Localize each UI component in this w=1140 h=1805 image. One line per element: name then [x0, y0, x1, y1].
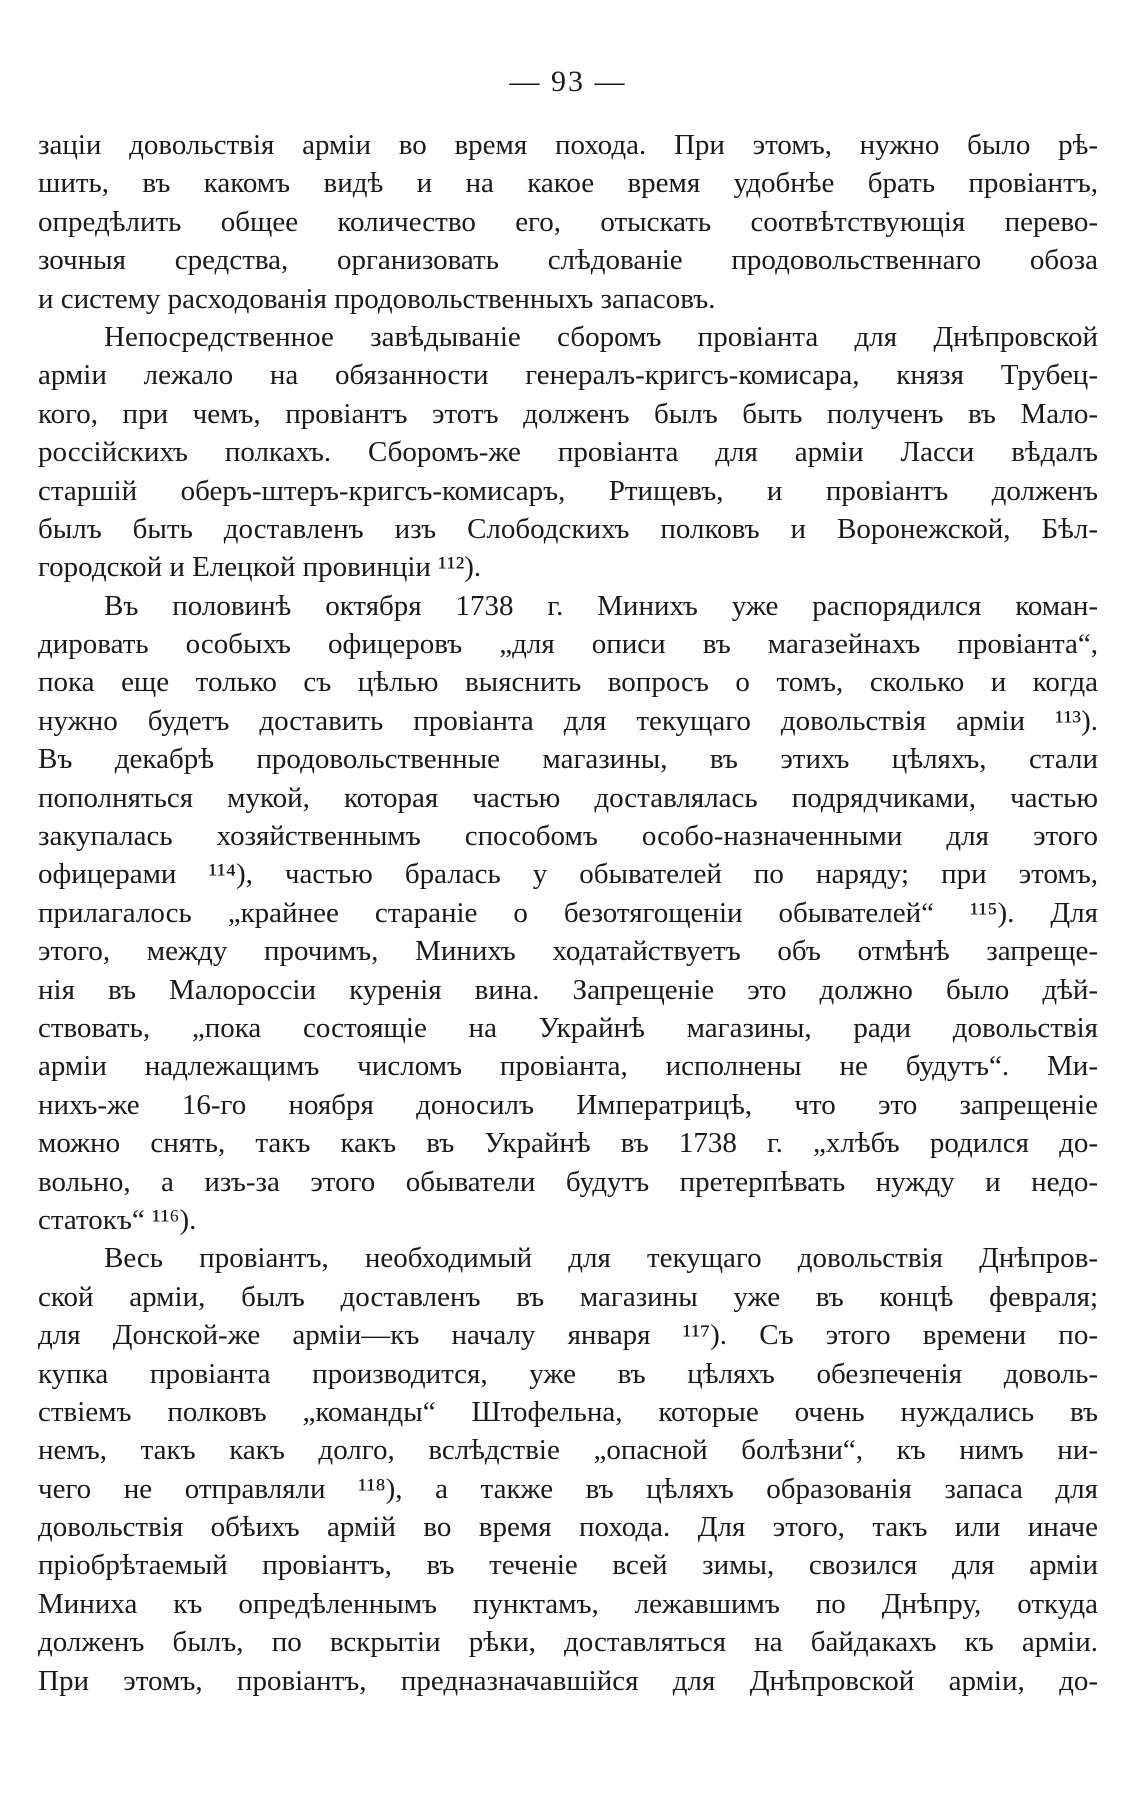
text-line: дировать особыхъ офицеровъ „для описи въ магазейнахъ провіанта“,	[38, 628, 1098, 661]
text-line: Миниха къ опредѣленнымъ пунктамъ, лежавшимъ по Днѣпру, откуда	[38, 1587, 1098, 1620]
paragraph-3	[38, 587, 1098, 1240]
page-number: — 93 —	[509, 65, 627, 98]
text-line: прилагалось „крайнее стараніе о безотягощеніи обывателей“ ¹¹⁵). Для	[38, 896, 1098, 929]
text-line: долженъ былъ, по вскрытіи рѣки, доставляться на байдакахъ къ арміи.	[38, 1626, 1098, 1659]
text-line: закупалась хозяйственнымъ способомъ особо-назначенными для этого	[38, 820, 1098, 853]
text-line: чего не отправляли ¹¹⁸), а также въ цѣляхъ образованія запаса для	[38, 1472, 1098, 1505]
text-line: заціи довольствія арміи во время похода. При этомъ, нужно было рѣ-	[38, 129, 1098, 161]
text-line: пока еще только съ цѣлью выяснить вопросъ о томъ, сколько и когда	[38, 666, 1098, 699]
text-line: и систему расходованія продовольственныхъ запасовъ.	[38, 282, 716, 315]
paragraph-4	[38, 1239, 1098, 1700]
text-line: пріобрѣтаемый провіантъ, въ теченіе всей зимы, свозился для арміи	[38, 1549, 1098, 1582]
text-line: этого, между прочимъ, Минихъ ходатайствуетъ объ отмѣнѣ запреще-	[38, 935, 1098, 968]
text-line: городской и Елецкой провинціи ¹¹²).	[38, 551, 482, 584]
text-line: ствіемъ полковъ „команды“ Штофельна, которые очень нуждались въ	[38, 1395, 1098, 1428]
text-line: опредѣлить общее количество его, отыскать соотвѣтствующія перево-	[38, 205, 1098, 238]
text-line: арміи лежало на обязанности генералъ-кригсъ-комисара, князя Трубец-	[38, 359, 1098, 392]
text-line: офицерами ¹¹⁴), частью бралась у обывателей по наряду; при этомъ,	[38, 858, 1098, 891]
text-line: нихъ-же 16-го ноября доносилъ Императрицѣ, что это запрещеніе	[38, 1088, 1098, 1121]
text-line: пополняться мукой, которая частью доставлялась подрядчиками, частью	[38, 781, 1098, 814]
text-line: ствовать, „пока состоящіе на Украйнѣ магазины, ради довольствія	[38, 1011, 1098, 1044]
text-line: Въ декабрѣ продовольственные магазины, въ этихъ цѣляхъ, стали	[38, 743, 1098, 776]
page	[38, 62, 1098, 1700]
text-line: старшій оберъ-штеръ-кригсъ-комисаръ, Ртищевъ, и провіантъ долженъ	[38, 474, 1098, 507]
text-line: статокъ“ ¹¹⁶).	[38, 1203, 197, 1236]
text-line: былъ быть доставленъ изъ Слободскихъ полковъ и Воронежской, Бѣл-	[38, 512, 1098, 545]
text-line: зочныя средства, организовать слѣдованіе продовольственнаго обоза	[38, 244, 1098, 277]
text-line: Въ половинѣ октября 1738 г. Минихъ уже распорядился коман-	[104, 589, 1098, 622]
text-line: шить, въ какомъ видѣ и на какое время удобнѣе брать провіантъ,	[38, 167, 1098, 200]
text-line: россійскихъ полкахъ. Сборомъ-же провіанта для арміи Ласси вѣдалъ	[38, 436, 1098, 469]
text-line: Непосредственное завѣдываніе сборомъ провіанта для Днѣпровской	[104, 320, 1098, 353]
text-line: купка провіанта производится, уже въ цѣляхъ обезпеченія доволь-	[38, 1357, 1098, 1390]
text-line: вольно, а изъ-за этого обыватели будутъ претерпѣвать нужду и недо-	[38, 1165, 1098, 1198]
text-line: довольствія обѣихъ армій во время похода. Для этого, такъ или иначе	[38, 1511, 1098, 1544]
text-line: для Донской-же арміи—къ началу января ¹¹⁷). Съ этого времени по-	[38, 1319, 1098, 1352]
text-line: При этомъ, провіантъ, предназначавшійся для Днѣпровской арміи, до-	[38, 1664, 1098, 1697]
paragraph-1	[38, 126, 1098, 318]
text-line: арміи надлежащимъ числомъ провіанта, исполнены не будутъ“. Ми-	[38, 1050, 1098, 1083]
paragraph-2	[38, 318, 1098, 587]
text-block	[38, 126, 1098, 1700]
text-line: нія въ Малороссіи куренія вина. Запрещеніе это должно было дѣй-	[38, 973, 1098, 1006]
text-line: кого, при чемъ, провіантъ этотъ долженъ былъ быть полученъ въ Мало-	[38, 397, 1098, 430]
text-line: можно снять, такъ какъ въ Украйнѣ въ 1738 г. „хлѣбъ родился до-	[38, 1127, 1098, 1160]
text-line: Весь провіантъ, необходимый для текущаго довольствія Днѣпров-	[104, 1242, 1098, 1275]
text-line: нужно будетъ доставить провіанта для текущаго довольствія арміи ¹¹³).	[38, 704, 1098, 737]
text-line: немъ, такъ какъ долго, вслѣдствіе „опасной болѣзни“, къ нимъ ни-	[38, 1434, 1098, 1467]
text-line: ской арміи, былъ доставленъ въ магазины уже въ концѣ февраля;	[38, 1280, 1098, 1313]
